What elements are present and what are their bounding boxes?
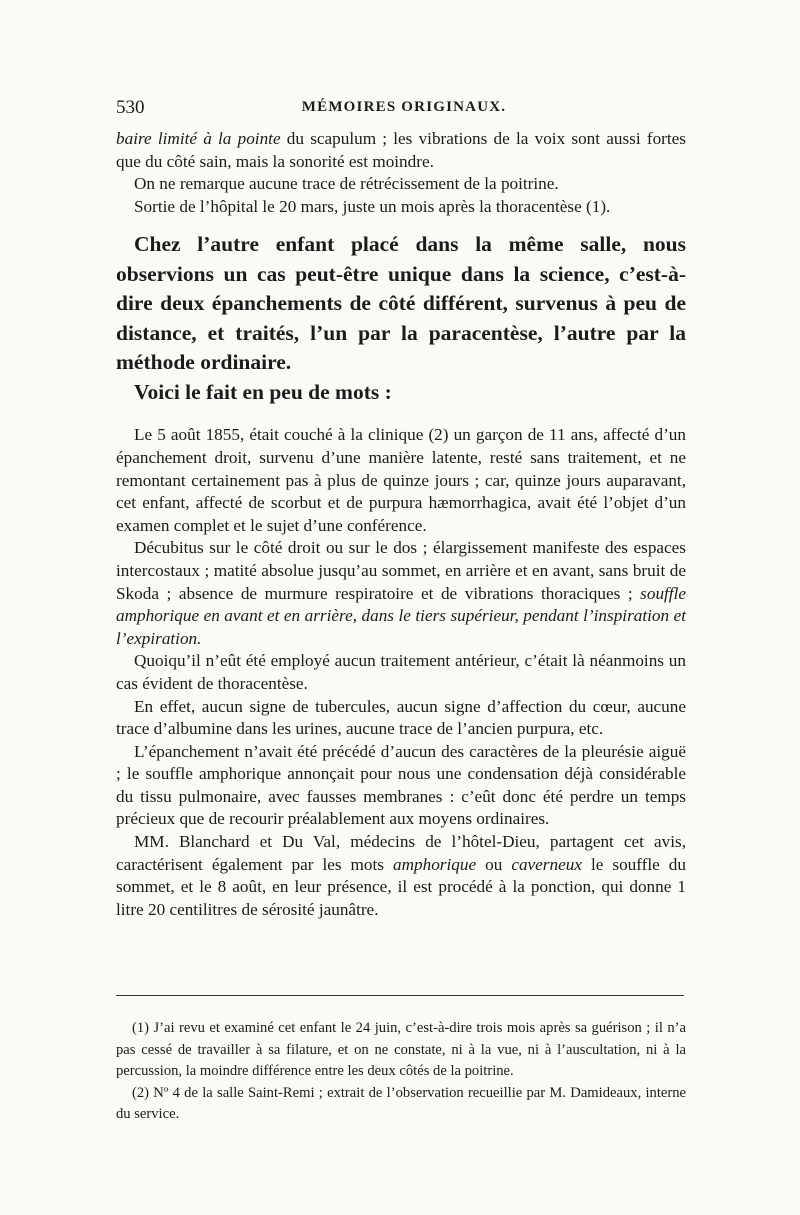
footnote: (1) J’ai revu et examiné cet enfant le 24 juin, c’est-à-dire trois mois après sa guérison ; il n’a pas cessé de travailler à sa filature, et on ne constate, ni à la vue, ni à l’auscultation, ni à la percussion, la moindre différence entre les deux côtés de la poitrine. [116,1020,686,1079]
footnote-rule [116,995,684,996]
paragraph-text: le souffle du sommet, et le 8 août, en leur présence, il est procédé à la ponction, qui donne 1 litre 20 centilitres de sérosité jaunâtre. [116,854,686,919]
paragraph [116,537,686,650]
paragraph-text: MM. Blanchard et Du Val, médecins de l’hôtel-Dieu, partagent cet avis, caractérisent également par les mots [116,832,686,874]
paragraph: En effet, aucun signe de tubercules, aucun signe d’affection du cœur, aucune trace d’albumine dans les urines, aucune trace de l’ancien purpura, etc. [116,696,686,739]
footnotes [116,1018,686,1126]
paragraph [116,831,686,921]
paragraph-text: Décubitus sur le côté droit ou sur le dos ; élargissement manifeste des espaces intercostaux ; matité absolue jusqu’au sommet, en arrière et en avant, sans bruit de Skoda ; absence de murmure respiratoire et de vibrations thoraciques ; [116,538,686,603]
paragraph: Sortie de l’hôpital le 20 mars, juste un mois après la thoracentèse (1). [134,196,611,216]
running-title: MÉMOIRES ORIGINAUX. [301,99,507,115]
main-text [116,128,686,921]
paragraph: Le 5 août 1855, était couché à la clinique (2) un garçon de 11 ans, affecté d’un épanchement droit, survenu d’une manière latente, resté sans traitement, et ne remontant certainement pas à plus de quinze jours ; car, quinze jours auparavant, cet enfant, affecté de scorbut et de purpura hæmorrhagica, avait été l’objet d’un examen complet et le sujet d’une conférence. [116,425,686,535]
paragraph: Quoiqu’il n’eût été employé aucun traitement antérieur, c’était là néanmoins un cas évident de thoracentèse. [116,651,686,693]
italic-phrase: baire limité à la pointe [116,129,281,148]
page-header [116,97,692,121]
paragraph: On ne remarque aucune trace de rétrécissement de la poitrine. [134,174,559,194]
footnote: (2) Nº 4 de la salle Saint-Remi ; extrait de l’observation recueillie par M. Damideaux, interne du service. [116,1084,686,1122]
italic-phrase: caverneux [511,854,582,874]
paragraph-text: ou [476,854,512,874]
emphasized-paragraph: Voici le fait en peu de mots : [134,379,392,404]
paragraph-text: du scapulum ; les vibrations de la voix sont aussi fortes que du côté sain, mais la sonorité est moindre. [116,129,686,171]
italic-phrase: amphorique [393,854,477,874]
paragraph: L’épanchement n’avait été précédé d’aucun des caractères de la pleurésie aiguë ; le souffle amphorique annonçait pour nous une condensation déjà considérable du tissu pulmonaire, avec fausses membranes : c’eût donc été perdre un temps précieux que de recourir préalablement aux moyens ordinaires. [116,741,686,829]
paragraph [116,128,686,173]
emphasized-paragraph: Chez l’autre enfant placé dans la même salle, nous observions un cas peut-être unique dans la science, c’est-à-dire deux épanchements de côté différent, survenus à peu de distance, et traités, l’un par la paracentèse, l’autre par la méthode ordinaire. [116,232,686,375]
page-number: 530 [116,97,145,118]
italic-phrase: souffle amphorique en avant et en arrière, dans le tiers supérieur, pendant l’inspiration et l’expiration. [116,583,686,648]
